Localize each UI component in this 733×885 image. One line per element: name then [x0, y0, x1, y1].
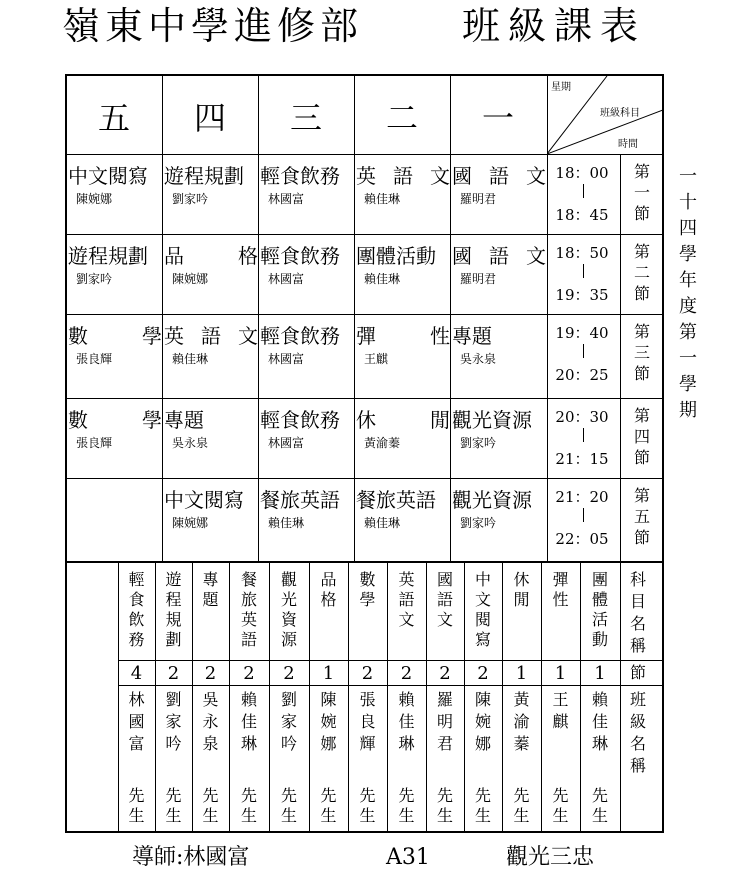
class-name: 觀光三忠 [506, 845, 595, 870]
summary-teacher-label-char: 名 [629, 734, 646, 753]
summary-teacher-char: 永 [202, 712, 219, 731]
summary-teacher-char: 羅 [436, 690, 453, 709]
class-subject [164, 324, 260, 348]
period-label-char: 第 [633, 242, 650, 261]
period-start-time: 21：20 [555, 488, 609, 506]
summary-suffix-char: 先 [240, 786, 257, 805]
summary-teacher-char: 吳 [202, 690, 219, 709]
class-teacher: 黃渝蓁 [364, 436, 401, 450]
corner-class-subject-label: 班級科目 [600, 108, 640, 119]
summary-teacher-char: 佳 [591, 712, 608, 731]
summary-vline [229, 562, 230, 832]
summary-teacher-char: 琳 [398, 734, 415, 753]
subject-justified: 國 語 文 [452, 164, 546, 188]
summary-teacher-char: 娜 [474, 734, 491, 753]
summary-subject-char: 體 [591, 590, 608, 609]
summary-subject-char: 中 [474, 570, 491, 589]
subject-justified: 數 學 [68, 408, 162, 432]
summary-subject-char: 旅 [240, 590, 257, 609]
summary-subject-char: 語 [398, 590, 415, 609]
day-header: 二 [385, 99, 418, 137]
class-subject: 輕食飲務 [260, 324, 340, 348]
summary-period-count: 1 [554, 663, 567, 684]
summary-subject-char: 規 [165, 610, 182, 629]
subject-justified: 國 語 文 [452, 244, 546, 268]
time-range-tick [583, 344, 584, 358]
summary-subject-char: 國 [436, 570, 453, 589]
summary-suffix-char: 生 [165, 806, 182, 825]
summary-period-count: 4 [130, 663, 143, 684]
summary-suffix-char: 先 [359, 786, 376, 805]
period-start-time: 18：50 [555, 244, 609, 262]
summary-suffix-char: 生 [240, 806, 257, 825]
summary-suffix-char: 先 [202, 786, 219, 805]
summary-hline [118, 685, 663, 686]
summary-teacher-char: 輝 [359, 734, 376, 753]
summary-subject-char: 休 [513, 570, 530, 589]
summary-subject-char: 閒 [513, 590, 530, 609]
summary-suffix-char: 先 [128, 786, 145, 805]
summary-period-count: 1 [594, 663, 606, 684]
summary-vline [620, 562, 621, 832]
grid-hline [66, 398, 663, 399]
class-subject: 觀光資源 [452, 488, 532, 512]
period-end-time: 20：25 [555, 366, 609, 384]
term-label-char: 四 [679, 218, 697, 239]
class-subject [452, 244, 548, 268]
term-label-char: 第 [679, 322, 697, 343]
subject-justified: 休 閒 [356, 408, 450, 432]
summary-suffix-char: 生 [280, 806, 297, 825]
summary-suffix-char: 生 [320, 806, 337, 825]
class-teacher: 賴佳琳 [268, 516, 305, 530]
class-teacher: 羅明君 [460, 272, 497, 286]
day-header: 一 [481, 99, 514, 137]
summary-period-count: 2 [167, 663, 180, 684]
summary-subject-char: 動 [591, 630, 608, 649]
summary-row-label-char: 稱 [629, 636, 646, 655]
class-teacher: 林國富 [268, 192, 305, 206]
time-range-tick [583, 184, 584, 198]
class-subject: 輕食飲務 [260, 164, 340, 188]
class-subject: 遊程規劃 [164, 164, 244, 188]
class-subject [68, 324, 164, 348]
summary-teacher-char: 黃 [513, 690, 530, 709]
summary-subject-char: 活 [591, 610, 608, 629]
grid-hline [66, 478, 663, 479]
class-teacher: 陳婉娜 [76, 192, 113, 206]
summary-subject-char: 光 [280, 590, 297, 609]
summary-period-count: 2 [477, 663, 489, 684]
class-teacher: 劉家吟 [76, 272, 113, 286]
summary-subject-char: 劃 [165, 630, 182, 649]
class-teacher: 陳婉娜 [172, 272, 209, 286]
period-start-time: 18：00 [555, 164, 609, 182]
period-label-char: 節 [633, 204, 650, 223]
summary-subject-char: 文 [474, 590, 491, 609]
summary-subject-char: 寫 [474, 630, 491, 649]
summary-subject-char: 英 [240, 610, 257, 629]
summary-period-count: 2 [400, 663, 413, 684]
summary-suffix-char: 生 [591, 806, 608, 825]
summary-suffix-char: 先 [398, 786, 415, 805]
grid-hline [66, 234, 663, 235]
summary-teacher-char: 吟 [165, 734, 182, 753]
period-label-char: 節 [633, 284, 650, 303]
grid-vline [162, 76, 163, 562]
summary-teacher-char: 佳 [240, 712, 257, 731]
period-label-char: 第 [633, 162, 650, 181]
summary-suffix-char: 生 [359, 806, 376, 825]
summary-vline [118, 562, 119, 832]
term-label-char: 年 [679, 270, 697, 291]
period-label-char: 二 [633, 263, 650, 282]
period-label-char: 一 [633, 183, 650, 202]
summary-suffix-char: 先 [320, 786, 337, 805]
summary-teacher-label-char: 稱 [629, 756, 646, 775]
summary-subject-char: 食 [128, 590, 145, 609]
class-teacher: 劉家吟 [172, 192, 209, 206]
summary-teacher-label-char: 班 [629, 690, 646, 709]
corner-time-label: 時間 [618, 139, 638, 150]
class-subject [356, 164, 452, 188]
summary-suffix-char: 先 [280, 786, 297, 805]
period-label-char: 五 [633, 507, 650, 526]
term-label-char: 度 [679, 296, 697, 317]
term-label-char: 一 [679, 166, 697, 187]
corner-days-label: 星期 [551, 82, 571, 93]
summary-teacher-char: 家 [280, 712, 297, 731]
period-label-char: 節 [633, 448, 650, 467]
summary-period-count: 2 [243, 663, 255, 684]
subject-justified: 英 語 文 [164, 324, 258, 348]
summary-subject-char: 文 [436, 610, 453, 629]
class-teacher: 劉家吟 [460, 436, 497, 450]
summary-teacher-char: 林 [128, 690, 145, 709]
term-label-char: 學 [679, 374, 697, 395]
class-teacher: 張良輝 [76, 352, 113, 366]
summary-subject-char: 閱 [474, 610, 491, 629]
period-end-time: 19：35 [555, 286, 609, 304]
grid-vline [620, 154, 621, 562]
summary-teacher-char: 賴 [398, 690, 415, 709]
class-teacher: 劉家吟 [460, 516, 497, 530]
subject-justified: 彈 性 [356, 324, 450, 348]
summary-teacher-char: 琳 [240, 734, 257, 753]
day-header: 五 [97, 99, 130, 137]
class-teacher: 賴佳琳 [364, 192, 401, 206]
summary-subject-char: 程 [165, 590, 182, 609]
subject-justified: 英 語 文 [356, 164, 450, 188]
summary-period-count: 2 [439, 663, 451, 684]
class-teacher: 賴佳琳 [364, 272, 401, 286]
summary-subject-char: 飲 [128, 610, 145, 629]
summary-suffix-char: 先 [436, 786, 453, 805]
summary-teacher-char: 蓁 [513, 734, 530, 753]
summary-row-label-char: 科 [629, 570, 646, 589]
time-range-tick [583, 428, 584, 442]
class-subject [356, 408, 452, 432]
class-subject [452, 164, 548, 188]
summary-suffix-char: 生 [513, 806, 530, 825]
term-label-char: 期 [679, 400, 697, 421]
summary-vline [426, 562, 427, 832]
class-subject: 餐旅英語 [356, 488, 436, 512]
summary-teacher-char: 娜 [320, 734, 337, 753]
timetable-title: 班級課表 [462, 4, 647, 48]
summary-teacher-char: 王 [552, 690, 569, 709]
summary-suffix-char: 生 [552, 806, 569, 825]
class-teacher: 林國富 [268, 352, 305, 366]
summary-subject-char: 文 [398, 610, 415, 629]
summary-teacher-char: 婉 [320, 712, 337, 731]
summary-suffix-char: 生 [474, 806, 491, 825]
summary-teacher-char: 琳 [591, 734, 608, 753]
summary-teacher-char: 家 [165, 712, 182, 731]
term-label-char: 十 [679, 192, 697, 213]
summary-suffix-char: 先 [591, 786, 608, 805]
summary-suffix-char: 生 [436, 806, 453, 825]
summary-vline [348, 562, 349, 832]
period-start-time: 20：30 [555, 408, 609, 426]
summary-teacher-char: 陳 [320, 690, 337, 709]
summary-teacher-char: 劉 [280, 690, 297, 709]
summary-teacher-char: 張 [359, 690, 376, 709]
summary-teacher-char: 麒 [552, 712, 569, 731]
class-subject: 專題 [164, 408, 204, 432]
academic-term-label [678, 164, 698, 424]
summary-subject-char: 語 [436, 590, 453, 609]
class-teacher: 張良輝 [76, 436, 113, 450]
summary-teacher-char: 陳 [474, 690, 491, 709]
summary-teacher-char: 良 [359, 712, 376, 731]
summary-teacher-char: 賴 [591, 690, 608, 709]
summary-vline [387, 562, 388, 832]
class-subject [164, 244, 260, 268]
subject-justified: 品 格 [164, 244, 258, 268]
summary-subject-char: 遊 [165, 570, 182, 589]
summary-teacher-char: 國 [128, 712, 145, 731]
summary-subject-char: 語 [240, 630, 257, 649]
period-label-char: 第 [633, 322, 650, 341]
summary-suffix-char: 先 [165, 786, 182, 805]
summary-vline [269, 562, 270, 832]
class-subject: 遊程規劃 [68, 244, 148, 268]
summary-vline [192, 562, 193, 832]
summary-teacher-char: 賴 [240, 690, 257, 709]
class-subject: 觀光資源 [452, 408, 532, 432]
class-teacher: 吳永泉 [460, 352, 497, 366]
class-subject: 團體活動 [356, 244, 436, 268]
summary-periods-label: 節 [629, 663, 646, 682]
summary-vline [580, 562, 581, 832]
class-subject: 餐旅英語 [260, 488, 340, 512]
summary-vline [155, 562, 156, 832]
summary-vline [309, 562, 310, 832]
summary-teacher-label-char: 級 [629, 712, 646, 731]
class-teacher: 賴佳琳 [172, 352, 209, 366]
summary-teacher-char: 劉 [165, 690, 182, 709]
summary-vline [541, 562, 542, 832]
summary-subject-char: 團 [591, 570, 608, 589]
summary-suffix-char: 生 [398, 806, 415, 825]
period-start-time: 19：40 [555, 324, 609, 342]
summary-subject-char: 學 [359, 590, 376, 609]
summary-period-count: 2 [204, 663, 217, 684]
summary-subject-char: 觀 [280, 570, 297, 589]
subject-justified: 數 學 [68, 324, 162, 348]
summary-subject-char: 輕 [128, 570, 145, 589]
grid-hline [66, 154, 663, 155]
summary-teacher-char: 君 [436, 734, 453, 753]
summary-subject-char: 品 [320, 570, 337, 589]
class-teacher: 賴佳琳 [364, 516, 401, 530]
period-label-char: 第 [633, 486, 650, 505]
summary-suffix-char: 生 [202, 806, 219, 825]
summary-suffix-char: 先 [552, 786, 569, 805]
day-header: 四 [193, 99, 226, 137]
period-label-char: 第 [633, 406, 650, 425]
time-range-tick [583, 508, 584, 522]
summary-teacher-char: 渝 [513, 712, 530, 731]
summary-suffix-char: 生 [128, 806, 145, 825]
summary-subject-char: 務 [128, 630, 145, 649]
summary-period-count: 1 [515, 663, 528, 684]
summary-period-count: 1 [322, 663, 335, 684]
summary-subject-char: 專 [202, 570, 219, 589]
summary-row-label-char: 目 [629, 592, 646, 611]
summary-subject-char: 彈 [552, 570, 569, 589]
summary-subject-char: 格 [320, 590, 337, 609]
summary-row-label-char: 名 [629, 614, 646, 633]
summary-subject-char: 題 [202, 590, 219, 609]
school-name: 嶺東中學進修部 [62, 4, 364, 48]
class-subject [68, 408, 164, 432]
summary-teacher-char: 泉 [202, 734, 219, 753]
class-teacher: 羅明君 [460, 192, 497, 206]
period-label-char: 節 [633, 364, 650, 383]
day-header: 三 [289, 99, 322, 137]
summary-vline [464, 562, 465, 832]
class-subject: 輕食飲務 [260, 244, 340, 268]
grid-hline [66, 314, 663, 315]
class-subject: 中文閱寫 [68, 164, 148, 188]
period-label-char: 節 [633, 528, 650, 547]
summary-subject-char: 源 [280, 630, 297, 649]
summary-teacher-char: 婉 [474, 712, 491, 731]
class-teacher: 吳永泉 [172, 436, 209, 450]
summary-suffix-char: 先 [513, 786, 530, 805]
room-number: A31 [386, 845, 430, 870]
summary-subject-char: 餐 [240, 570, 257, 589]
summary-hline [118, 660, 663, 661]
period-end-time: 22：05 [555, 530, 609, 548]
period-label-char: 三 [633, 343, 650, 362]
term-label-char: 學 [679, 244, 697, 265]
class-subject: 專題 [452, 324, 492, 348]
summary-subject-char: 英 [398, 570, 415, 589]
summary-suffix-char: 先 [474, 786, 491, 805]
summary-teacher-char: 富 [128, 734, 145, 753]
summary-subject-char: 性 [552, 590, 569, 609]
summary-vline [502, 562, 503, 832]
summary-teacher-char: 吟 [280, 734, 297, 753]
period-label-char: 四 [633, 427, 650, 446]
summary-period-count: 2 [283, 663, 295, 684]
summary-teacher-char: 佳 [398, 712, 415, 731]
summary-subject-char: 數 [359, 570, 376, 589]
class-teacher: 林國富 [268, 436, 305, 450]
period-end-time: 18：45 [555, 206, 609, 224]
summary-period-count: 2 [361, 663, 374, 684]
class-subject: 輕食飲務 [260, 408, 340, 432]
class-subject [356, 324, 452, 348]
term-label-char: 一 [679, 348, 697, 369]
class-teacher: 王麒 [364, 352, 389, 366]
class-subject: 中文閱寫 [164, 488, 244, 512]
period-end-time: 21：15 [555, 450, 609, 468]
mentor-name: 導師:林國富 [132, 845, 250, 870]
class-teacher: 林國富 [268, 272, 305, 286]
summary-subject-char: 資 [280, 610, 297, 629]
time-range-tick [583, 264, 584, 278]
class-teacher: 陳婉娜 [172, 516, 209, 530]
summary-teacher-char: 明 [436, 712, 453, 731]
